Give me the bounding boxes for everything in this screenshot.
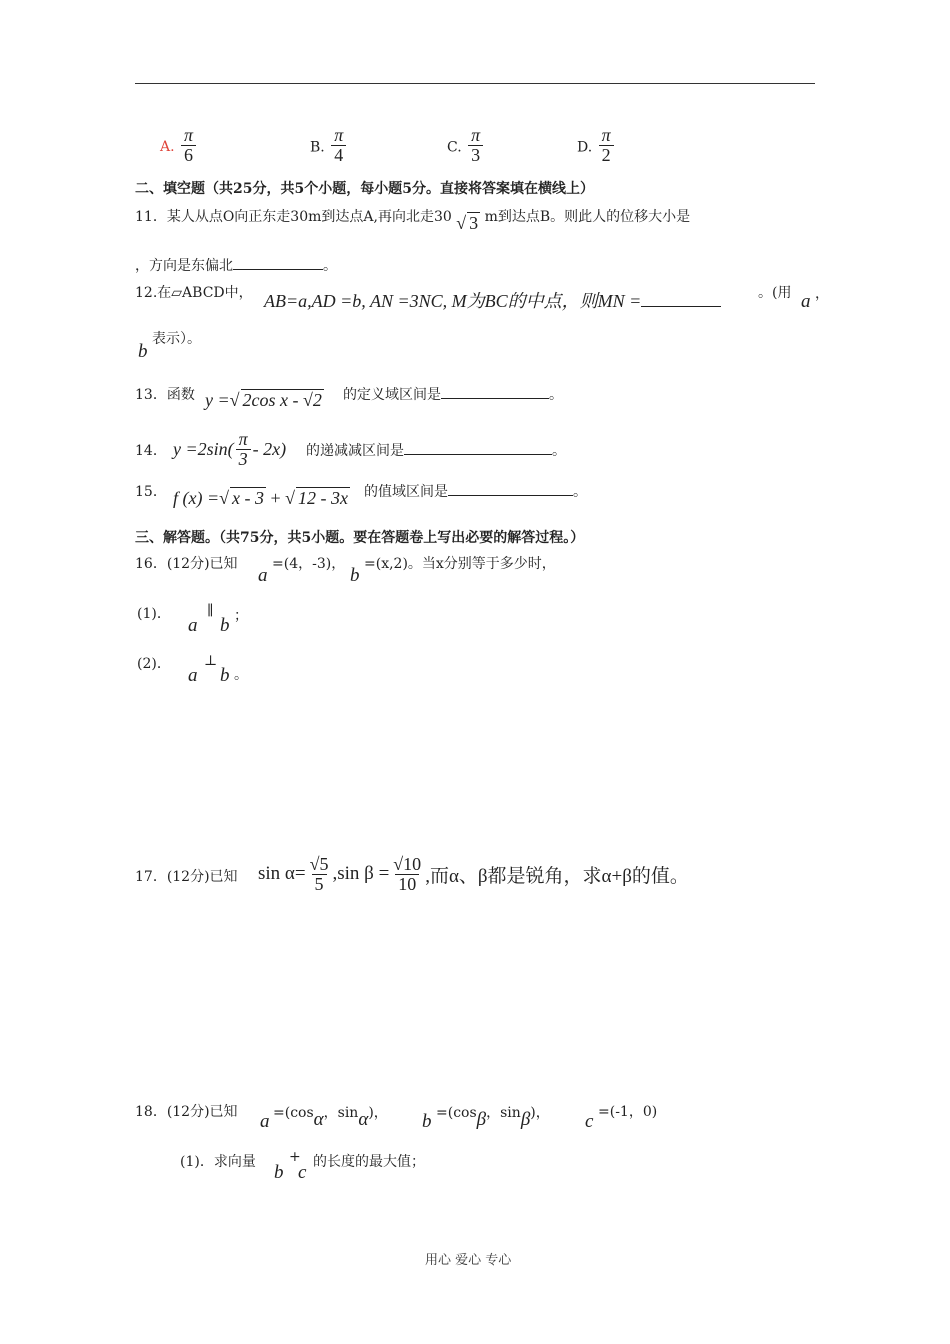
q18-part1-c: c: [298, 1162, 307, 1183]
q18-part1-b: b: [274, 1162, 284, 1183]
q12-formula: AB=a,AD =b, AN =3NC, M为BC的中点，则MN =: [264, 291, 642, 311]
q15-after-text: 的值域区间是: [364, 484, 448, 500]
q13-formula: y =√ 2cos x - √2: [205, 390, 322, 410]
section-2-heading: 二、填空题（共25分，共5个小题，每小题5分。直接将答案填在横线上）: [135, 181, 594, 197]
q18-b-end: )，: [530, 1105, 550, 1121]
q11-end: 。: [323, 258, 337, 274]
q12-answer-blank[interactable]: [641, 296, 721, 307]
q16-prefix: 16．(12分)已知: [135, 556, 238, 572]
q18-a-cos: =(cos: [273, 1105, 314, 1121]
option-c-label: C.: [447, 139, 462, 156]
option-b-numerator: π: [334, 125, 344, 145]
q14-after: [306, 440, 566, 460]
q16-part1-a: a: [188, 615, 198, 636]
q16-part1-parallel: ∥: [207, 603, 214, 619]
q17-sin-alpha: sin α=: [258, 863, 306, 885]
q13-radicand: 2cos x - √2: [242, 390, 322, 410]
q14-after-text: 的递减减区间是: [306, 443, 404, 459]
q14-formula-post: - 2x): [252, 438, 287, 459]
q11-sqrt-value: 3: [469, 213, 479, 233]
option-b-label: B.: [310, 139, 325, 156]
question-11-line1: [135, 205, 691, 233]
q15-after: [364, 481, 587, 501]
option-d-fraction: [599, 126, 614, 165]
q17-frac2-den: 10: [395, 874, 419, 894]
section-3-heading: 三、解答题。（共75分，共5小题。要在答题卷上写出必要的解答过程。）: [135, 530, 585, 546]
q11-answer-blank[interactable]: [233, 255, 323, 270]
q12-formula-group: [264, 287, 721, 313]
q18-a-end: )，: [368, 1105, 388, 1121]
option-d-denominator: 2: [599, 145, 614, 165]
q16-part2-end: 。: [234, 667, 248, 683]
option-b-denominator: 4: [331, 145, 346, 165]
q11-direction-text: ，方向是东偏北: [135, 258, 233, 274]
q18-alpha-1: α: [313, 1109, 324, 1130]
q14-number: 14．: [135, 443, 167, 459]
q18-part1-label: (1)．求向量: [180, 1154, 256, 1170]
option-d-label: D.: [577, 139, 593, 156]
q18-beta-1: β: [476, 1109, 487, 1130]
q18-vector-c: c: [585, 1111, 594, 1132]
option-d: [577, 125, 616, 167]
q14-end: 。: [552, 443, 566, 459]
q14-answer-blank[interactable]: [404, 440, 552, 455]
q14-fraction: [236, 430, 251, 469]
q16-part1-end: ；: [234, 608, 248, 624]
q16-vector-a: a: [258, 565, 268, 586]
q12-comma: ，: [815, 286, 829, 302]
q16-b-value: =(x,2)。当x分别等于多少时，: [364, 556, 556, 572]
option-a-numerator: π: [184, 125, 194, 145]
question-12-line1: [135, 282, 253, 302]
q17-tail: ,而α、β都是锐角，求α+β的值。: [425, 865, 689, 887]
q16-part1-b: b: [220, 615, 230, 636]
q18-c-value: =(-1，0): [598, 1104, 658, 1120]
q13-number: 13．函数: [135, 387, 195, 403]
option-a-label: A.: [160, 139, 175, 156]
q17-frac2-num: √10: [393, 854, 422, 874]
q18-b-value: [436, 1101, 550, 1130]
q15-radicand-1: x - 3: [232, 488, 264, 508]
page-footer: 用心 爱心 专心: [425, 1253, 512, 1268]
q16-vector-b: b: [350, 565, 360, 586]
option-a-denominator: 6: [181, 145, 196, 165]
q18-vector-b: b: [422, 1111, 432, 1132]
q14-frac-den: 3: [236, 449, 251, 469]
q15-radicand-2: 12 - 3x: [298, 488, 349, 508]
q16-a-value: =(4，-3)，: [272, 556, 346, 572]
q12-var-a: a: [801, 291, 811, 312]
header-rule: [135, 83, 815, 84]
q12-suffix: 。(用: [758, 285, 792, 301]
q18-part1-plus: +: [289, 1149, 301, 1165]
option-c-fraction: [468, 126, 483, 165]
q17-fraction-1: [308, 855, 331, 894]
q18-beta-2: β: [520, 1109, 531, 1130]
q12-parallelogram: ▱ABCD中，: [171, 285, 253, 301]
q13-after: [343, 384, 563, 404]
q15-formula: f (x) =√ x - 3 + √ 12 - 3x: [173, 488, 349, 508]
q17-frac1-den: 5: [312, 874, 327, 894]
q11-text-2: m到达点B。则此人的位移大小是: [484, 209, 691, 225]
q18-part1-tail: 的长度的最大值；: [313, 1154, 425, 1170]
q13-y-eq: y =: [205, 390, 230, 410]
q15-number: 15．: [135, 484, 167, 500]
option-b-fraction: [331, 126, 346, 165]
q12-tail: 表示）。: [152, 331, 201, 347]
q15-answer-blank[interactable]: [448, 481, 573, 496]
q14-formula-pre: y =2sin(: [173, 438, 234, 459]
q15-plus: +: [270, 488, 281, 508]
option-d-numerator: π: [601, 125, 611, 145]
q12-prefix: 12.在: [135, 285, 172, 301]
option-a: [160, 125, 198, 167]
q11-sqrt: √ 3: [456, 213, 479, 233]
q15-end: 。: [573, 484, 587, 500]
q13-answer-blank[interactable]: [441, 384, 549, 399]
option-a-fraction: [181, 126, 196, 165]
q18-a-value: [273, 1101, 388, 1130]
q12-var-b: b: [138, 341, 148, 362]
q14-formula: [173, 430, 286, 469]
q18-b-cos: =(cos: [436, 1105, 477, 1121]
option-c: [447, 125, 485, 167]
q17-formula: [258, 855, 689, 894]
q17-fraction-2: [391, 855, 423, 894]
q13-after-text: 的定义域区间是: [343, 387, 441, 403]
q18-prefix: 18．(12分)已知: [135, 1104, 238, 1120]
q18-a-sin: ，sin: [323, 1105, 359, 1121]
q16-part2-a: a: [188, 665, 198, 686]
q15-fx: f (x) =: [173, 488, 220, 508]
q17-frac1-num: √5: [309, 854, 329, 874]
q16-part2-perp: ⊥: [204, 653, 218, 669]
option-c-denominator: 3: [468, 145, 483, 165]
q18-b-sin: ，sin: [486, 1105, 521, 1121]
option-c-numerator: π: [471, 125, 481, 145]
q11-text-1: 11．某人从点O向正东走30m到达点A,再向北走30: [135, 209, 452, 225]
q13-end: 。: [549, 387, 563, 403]
q16-part1-label: (1)．: [137, 606, 171, 622]
q14-frac-num: π: [238, 429, 248, 449]
q18-vector-a: a: [260, 1111, 270, 1132]
q16-part2-b: b: [220, 665, 230, 686]
q18-alpha-2: α: [358, 1109, 369, 1130]
question-11-line2: [135, 255, 337, 275]
q17-sin-beta: ,sin β =: [332, 863, 390, 885]
q16-part2-label: (2)．: [137, 656, 171, 672]
q17-prefix: 17．(12分)已知: [135, 869, 238, 885]
option-b: [310, 125, 348, 167]
